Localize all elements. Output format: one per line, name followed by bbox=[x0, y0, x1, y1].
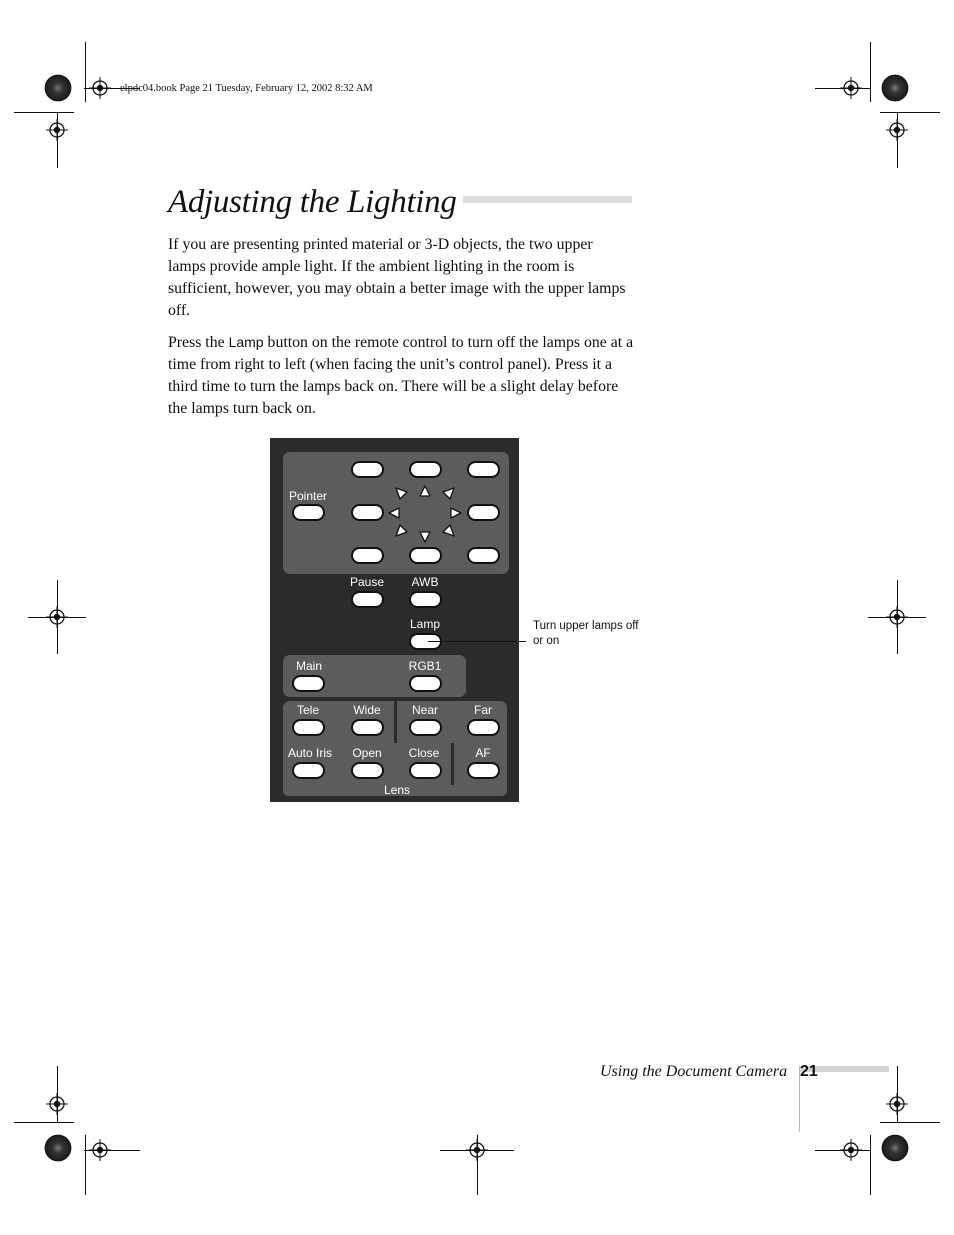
paragraph-ambient-lighting: If you are presenting printed material or 3-D objects, the two upper lamps provide ample light. If the ambient lighting in the room is sufficient, however, you may obtain a better image with the upper lamps off. bbox=[168, 236, 626, 319]
direction-button-up-right bbox=[467, 461, 500, 478]
far-button bbox=[467, 719, 500, 736]
pointer-button bbox=[292, 504, 325, 521]
pause-button bbox=[351, 591, 384, 608]
near-label: Near bbox=[411, 703, 439, 717]
awb-button bbox=[409, 591, 442, 608]
af-button bbox=[467, 762, 500, 779]
near-button bbox=[409, 719, 442, 736]
wide-button bbox=[351, 719, 384, 736]
callout-text: Turn upper lamps off or on bbox=[533, 620, 639, 647]
main-label: Main bbox=[296, 659, 323, 673]
open-label: Open bbox=[352, 746, 382, 760]
tele-label: Tele bbox=[296, 703, 320, 717]
auto-iris-label: Auto Iris bbox=[287, 746, 333, 760]
lens-divider bbox=[451, 743, 454, 785]
lamp-keyword: Lamp bbox=[228, 334, 264, 350]
tele-button bbox=[292, 719, 325, 736]
file-info-header: elpdc04.book Page 21 Tuesday, February 12, 2002 8:32 AM bbox=[120, 83, 373, 94]
pause-label: Pause bbox=[349, 575, 385, 589]
far-label: Far bbox=[474, 703, 492, 717]
rgb1-label: RGB1 bbox=[408, 659, 442, 673]
callout-leader-line bbox=[428, 641, 526, 642]
direction-button-right bbox=[467, 504, 500, 521]
paragraph-lamp-button bbox=[168, 331, 634, 420]
paragraph-text: button on the remote control to turn off the lamps one at a time from right to left (when facing the unit’s control panel). Press it a third time to turn the lamps back on. There will be a slight delay before the lamps turn back on. bbox=[168, 334, 634, 417]
pointer-label: Pointer bbox=[289, 489, 328, 503]
awb-label: AWB bbox=[411, 575, 439, 589]
direction-button-down-right bbox=[467, 547, 500, 564]
direction-button-up bbox=[409, 461, 442, 478]
rgb1-button bbox=[409, 675, 442, 692]
direction-button-down-left bbox=[351, 547, 384, 564]
lens-label: Lens bbox=[383, 783, 411, 797]
main-button bbox=[292, 675, 325, 692]
direction-arrows-icon bbox=[386, 480, 466, 550]
lens-divider bbox=[394, 701, 397, 743]
lamp-label: Lamp bbox=[409, 617, 441, 631]
close-button bbox=[409, 762, 442, 779]
page-number: 21 bbox=[800, 1063, 818, 1080]
open-button bbox=[351, 762, 384, 779]
paragraph-text: Press the bbox=[168, 334, 229, 351]
direction-button-left bbox=[351, 504, 384, 521]
footer-section-title: Using the Document Camera bbox=[600, 1063, 788, 1080]
af-label: AF bbox=[475, 746, 491, 760]
auto-iris-button bbox=[292, 762, 325, 779]
close-label: Close bbox=[408, 746, 440, 760]
wide-label: Wide bbox=[353, 703, 381, 717]
page-title: Adjusting the Lighting bbox=[168, 184, 463, 221]
direction-button-up-left bbox=[351, 461, 384, 478]
